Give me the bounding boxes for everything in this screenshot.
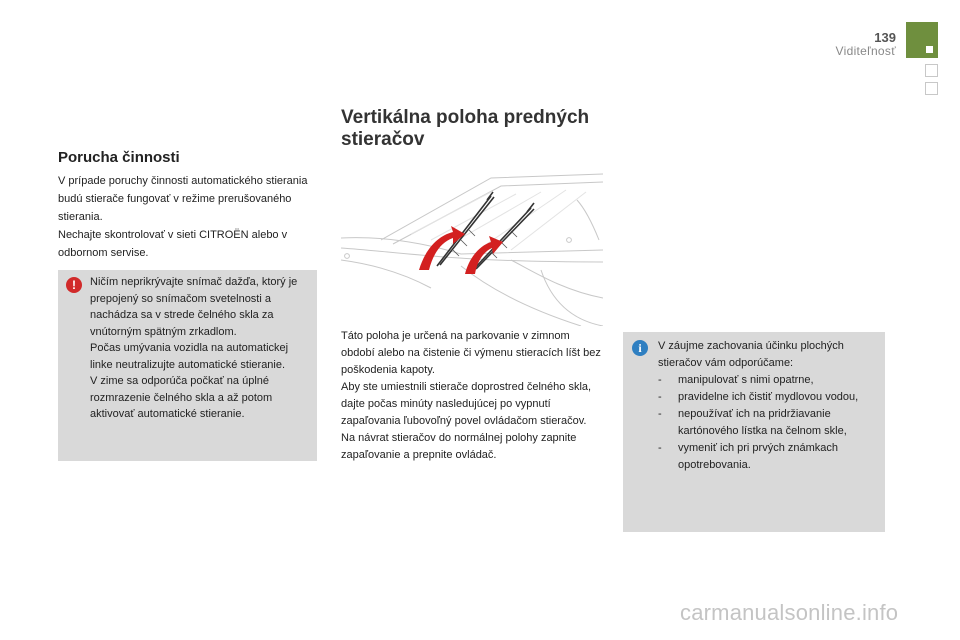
info-text — [658, 338, 878, 474]
vertical-position-heading: Vertikálna poloha predných stieračov — [341, 107, 590, 150]
list-item — [658, 372, 878, 389]
list-item-text: manipulovať s nimi opatrne, — [678, 374, 814, 386]
vertical-position-paragraph: Táto poloha je určená na parkovanie v zimnom období alebo na čistenie či výmenu stieracích líšt bez poškodenia kapoty. — [341, 330, 601, 376]
list-item-text: vymeniť ich pri prvých známkach opotrebovania. — [678, 442, 839, 471]
watermark[interactable]: carmanualsonline.info — [680, 600, 899, 625]
page-number: 139 — [874, 30, 896, 45]
exclamation-icon: ! — [66, 277, 82, 293]
list-dash: - — [658, 442, 662, 454]
chapter-title: Viditeľnosť — [835, 44, 896, 58]
malfunction-paragraph: Nechajte skontrolovať v sieti CITROËN alebo v odbornom servise. — [58, 229, 288, 259]
list-item-text: nepoužívať ich na pridržiavanie kartónového lístka na čelnom skle, — [678, 408, 847, 437]
warning-paragraph: V zime sa odporúča počkať na úplné rozmrazenie čelného skla a až potom aktivovať automatické stieranie. — [90, 375, 273, 420]
list-dash: - — [658, 391, 662, 403]
windshield-wiper-illustration — [341, 170, 603, 326]
list-dash: - — [658, 374, 662, 386]
vertical-position-text — [341, 328, 603, 464]
list-dash: - — [658, 408, 662, 420]
warning-paragraph: Počas umývania vozidla na automatickej linke neutralizujte automatické stieranie. — [90, 342, 289, 371]
vertical-position-paragraph: Na návrat stieračov do normálnej polohy zapnite zapaľovanie a prepnite ovládač. — [341, 432, 577, 461]
malfunction-heading: Porucha činnosti — [58, 149, 180, 166]
chapter-tab-marker — [926, 46, 933, 53]
list-item — [658, 406, 878, 440]
chapter-tab[interactable] — [906, 22, 938, 58]
malfunction-text — [58, 172, 316, 262]
malfunction-paragraph: V prípade poruchy činnosti automatického stierania budú stierače fungovať v režime prerušovaného stierania. — [58, 175, 308, 223]
warning-paragraph: Ničím neprikrývajte snímač dažďa, ktorý je prepojený so snímačom svetelnosti a nachádza sa v strede čelného skla za vnútorným spätným zrkadlom. — [90, 276, 298, 338]
info-icon: i — [632, 340, 648, 356]
list-item — [658, 440, 878, 474]
chapter-tab-box — [925, 82, 938, 95]
chapter-tab-box — [925, 64, 938, 77]
warning-text — [90, 274, 310, 423]
vertical-position-paragraph: Aby ste umiestnili stierače doprostred čelného skla, dajte počas minúty nasledujúcej po vypnutí zapaľovania ľubovoľný povel ovládačom stieračov. — [341, 381, 592, 427]
list-item — [658, 389, 878, 406]
list-item-text: pravidelne ich čistiť mydlovou vodou, — [678, 391, 859, 403]
info-intro: V záujme zachovania účinku plochých stieračov vám odporúčame: — [658, 340, 844, 369]
